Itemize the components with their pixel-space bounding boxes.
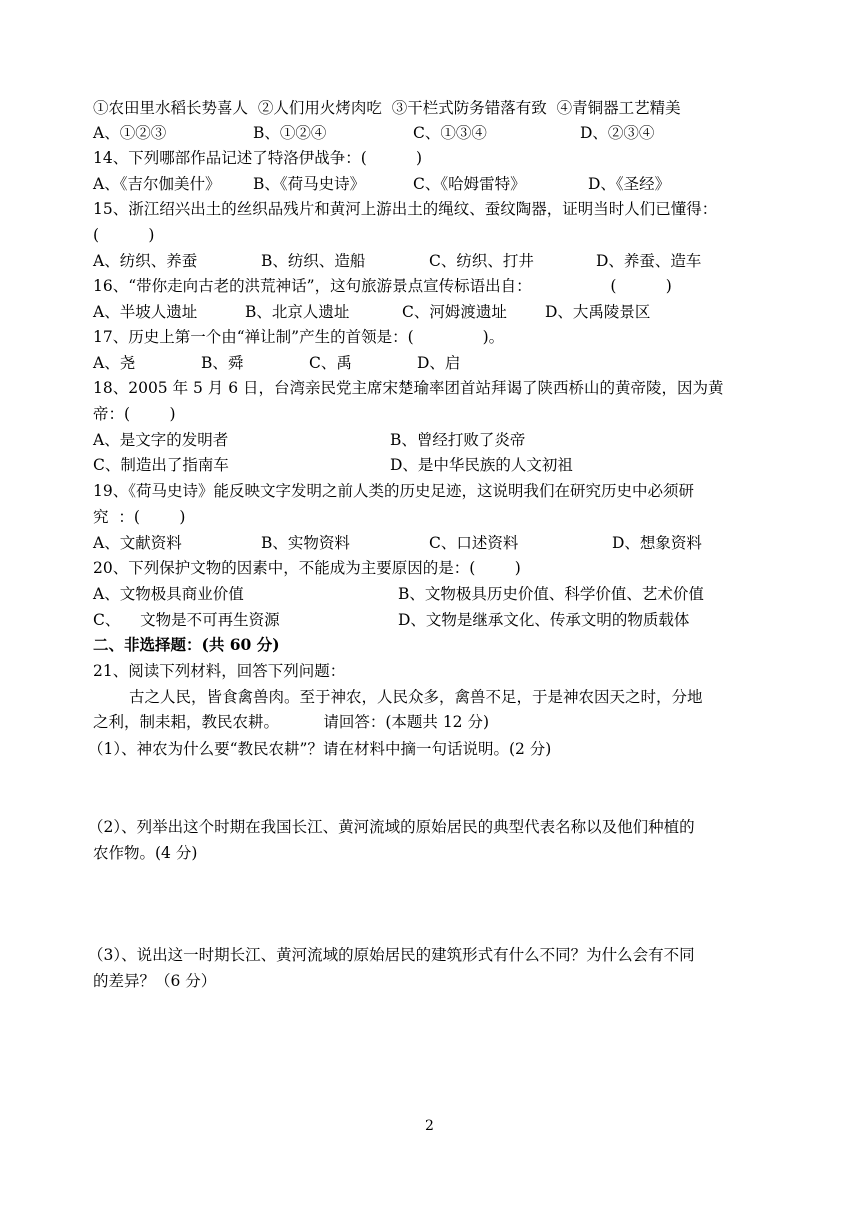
q13-option-c: C、①③④: [413, 124, 487, 142]
q13-option-a: A、①②③: [93, 124, 167, 142]
q13-option-d: D、②③④: [580, 124, 655, 142]
section-2-title: 二、非选择题：(共 60 分): [93, 635, 280, 654]
q21-sub3-line2: 的差异？（6 分）: [93, 972, 217, 990]
q15-option-c: C、纺织、打井: [429, 252, 534, 270]
q14-option-a: A、《吉尔伽美什》: [93, 175, 221, 193]
q18-option-b: B、曾经打败了炎帝: [390, 431, 526, 449]
q18-stem-line1: 18、2005 年 5 月 6 日，台湾亲民党主席宋楚瑜率团首站拜谒了陕西桥山的黄帝陵，因为黄: [93, 379, 724, 397]
q19-stem-line1: 19、《荷马史诗》能反映文字发明之前人类的历史足迹，这说明我们在研究历史中必须研: [93, 482, 694, 500]
q14-option-b: B、《荷马史诗》: [253, 175, 366, 193]
q13-option-b: B、①②④: [253, 124, 327, 142]
q16-stem: 16、“带你走向古老的洪荒神话”，这句旅游景点宣传标语出自： ( ): [93, 277, 672, 295]
q18-option-a: A、是文字的发明者: [93, 431, 229, 449]
q21-sub1: （1）、神农为什么要“教民农耕”？请在材料中摘一句话说明。(2 分): [88, 740, 552, 758]
q14-option-c: C、《哈姆雷特》: [413, 175, 526, 193]
q20-option-c: C、 文物是不可再生资源: [93, 611, 280, 629]
q21-sub3-line1: （3）、说出这一时期长江、黄河流域的原始居民的建筑形式有什么不同？为什么会有不同: [88, 946, 695, 964]
q14-option-d: D、《圣经》: [588, 175, 671, 193]
q19-stem-line2: 究 ：( ): [93, 508, 186, 526]
q19-option-d: D、想象资料: [612, 534, 702, 552]
q13-items: ①农田里水稻长势喜人 ②人们用火烤肉吃 ③干栏式防务错落有致 ④青铜器工艺精美: [93, 99, 681, 117]
q16-option-d: D、大禹陵景区: [545, 303, 651, 321]
q18-stem-line2: 帝：( ): [93, 405, 176, 423]
q18-option-c: C、制造出了指南车: [93, 456, 229, 474]
q17-option-d: D、启: [417, 354, 461, 372]
q15-option-b: B、纺织、造船: [261, 252, 366, 270]
q21-material-line1: 古之人民，皆食禽兽肉。至于神农，人民众多，禽兽不足，于是神农因天之时，分地: [129, 688, 703, 706]
q20-option-a: A、文物极具商业价值: [93, 585, 244, 603]
page-number: 2: [425, 1118, 434, 1134]
q21-material-line2: 之利，制耒耜，教民农耕。 请回答：(本题共 12 分): [93, 713, 490, 731]
q19-option-c: C、口述资料: [429, 534, 519, 552]
q17-stem: 17、历史上第一个由“禅让制”产生的首领是：( )。: [93, 328, 505, 346]
q16-option-a: A、半坡人遗址: [93, 303, 198, 321]
q15-option-d: D、养蚕、造车: [596, 252, 702, 270]
q20-option-d: D、文物是继承文化、传承文明的物质载体: [398, 611, 690, 629]
q15-option-a: A、纺织、养蚕: [93, 252, 198, 270]
q20-option-b: B、文物极具历史价值、科学价值、艺术价值: [398, 585, 704, 603]
q14-stem: 14、下列哪部作品记述了特洛伊战争：( ): [93, 149, 423, 167]
q21-stem: 21、阅读下列材料，回答下列问题：: [93, 662, 346, 680]
q15-stem-line1: 15、浙江绍兴出土的丝织品残片和黄河上游出土的绳纹、蚕纹陶器，证明当时人们已懂得：: [93, 200, 718, 218]
q17-option-c: C、禹: [309, 354, 352, 372]
q20-stem: 20、下列保护文物的因素中，不能成为主要原因的是：( ): [93, 559, 521, 577]
q21-sub2-line2: 农作物。(4 分): [93, 844, 198, 862]
q15-stem-line2: ( ): [93, 226, 155, 244]
q17-option-a: A、尧: [93, 354, 136, 372]
q19-option-b: B、实物资料: [261, 534, 350, 552]
q16-option-c: C、河姆渡遗址: [402, 303, 507, 321]
q19-option-a: A、文献资料: [93, 534, 182, 552]
q17-option-b: B、舜: [201, 354, 244, 372]
q18-option-d: D、是中华民族的人文初祖: [390, 456, 573, 474]
q16-option-b: B、北京人遗址: [245, 303, 350, 321]
q21-sub2-line1: （2）、列举出这个时期在我国长江、黄河流域的原始居民的典型代表名称以及他们种植的: [88, 818, 695, 836]
